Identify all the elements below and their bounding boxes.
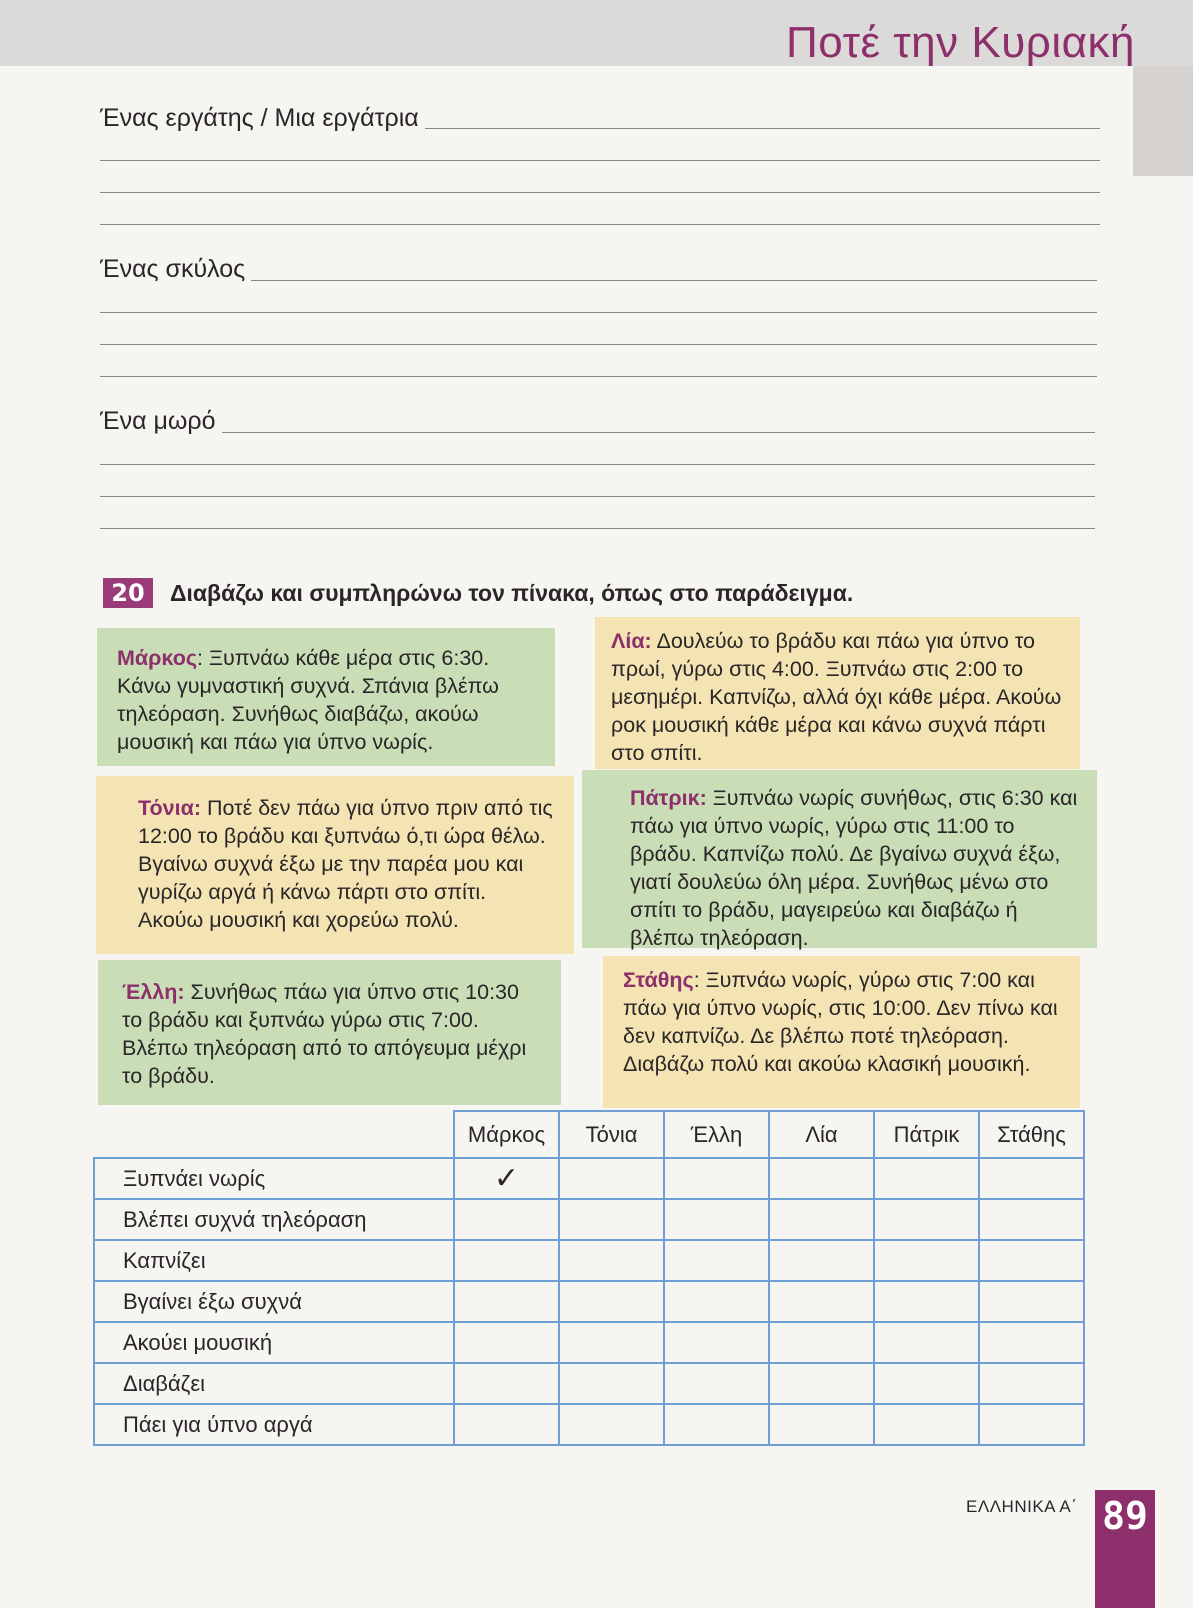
- worker-label: Ένας εργάτης / Μια εργάτρια: [100, 104, 425, 133]
- answer-cell[interactable]: [559, 1281, 664, 1322]
- note-body: : Ξυπνάω νωρίς, γύρω στις 7:00 και πάω για ύπνο νωρίς, στις 10:00. Δεν πίνω και δεν καπνίζω. Δε βλέπω ποτέ τηλεόραση. Διαβάζω πολύ και ακούω κλασική μουσική.: [623, 968, 1058, 1076]
- answer-cell[interactable]: [664, 1363, 769, 1404]
- note-name: Τόνια:: [138, 796, 201, 820]
- note-markos: [97, 628, 555, 766]
- habits-table: [93, 1110, 1085, 1446]
- answer-cell[interactable]: [874, 1281, 979, 1322]
- row-label: Βγαίνει έξω συχνά: [94, 1281, 454, 1322]
- baby-label: Ένα μωρό: [100, 407, 222, 436]
- row-label: Βλέπει συχνά τηλεόραση: [94, 1199, 454, 1240]
- answer-cell[interactable]: [769, 1199, 874, 1240]
- note-body: Συνήθως πάω για ύπνο στις 10:30 το βράδυ και ξυπνάω γύρω στις 7:00. Βλέπω τηλεόραση από το απόγευμα μέχρι το βράδυ.: [122, 980, 527, 1088]
- note-stathis: [603, 956, 1080, 1108]
- answer-cell[interactable]: [559, 1240, 664, 1281]
- writing-line[interactable]: [100, 160, 1100, 161]
- note-name: Έλλη:: [122, 980, 185, 1004]
- answer-cell[interactable]: [559, 1322, 664, 1363]
- answer-cell[interactable]: [769, 1158, 874, 1199]
- page-title: Ποτέ την Κυριακή: [785, 18, 1135, 67]
- answer-cell[interactable]: [979, 1199, 1084, 1240]
- answer-cell[interactable]: [454, 1322, 559, 1363]
- table-row: [94, 1404, 1084, 1445]
- answer-cell[interactable]: [454, 1363, 559, 1404]
- answer-cell[interactable]: [769, 1240, 874, 1281]
- page-number: 89: [1102, 1494, 1148, 1538]
- answer-cell[interactable]: [664, 1240, 769, 1281]
- answer-cell[interactable]: [979, 1363, 1084, 1404]
- answer-cell[interactable]: [664, 1281, 769, 1322]
- answer-cell[interactable]: [874, 1199, 979, 1240]
- answer-cell[interactable]: [874, 1322, 979, 1363]
- answer-cell[interactable]: [664, 1199, 769, 1240]
- row-label: Πάει για ύπνο αργά: [94, 1404, 454, 1445]
- answer-cell[interactable]: [664, 1158, 769, 1199]
- exercise-instruction: Διαβάζω και συμπληρώνω τον πίνακα, όπως στο παράδειγμα.: [170, 580, 854, 606]
- note-body: Ποτέ δεν πάω για ύπνο πριν από τις 12:00 το βράδυ και ξυπνάω ό,τι ώρα θέλω. Βγαίνω συχνά έξω με την παρέα μου και γυρίζω αργά ή κάνω πάρτι στο σπίτι. Ακούω μουσική και χορεύω πολύ.: [138, 796, 553, 932]
- answer-cell[interactable]: [979, 1158, 1084, 1199]
- answer-cell[interactable]: [454, 1240, 559, 1281]
- row-label: Ακούει μουσική: [94, 1322, 454, 1363]
- writing-line[interactable]: [100, 496, 1095, 497]
- note-body: Δουλεύω το βράδυ και πάω για ύπνο το πρωί, γύρω στις 4:00. Ξυπνάω στις 2:00 το μεσημέρι. Καπνίζω, αλλά όχι κάθε μέρα. Ακούω ροκ μουσική κάθε μέρα και κάνω συχνά πάρτι στο σπίτι.: [611, 629, 1062, 765]
- note-elli: [98, 960, 561, 1105]
- answer-cell[interactable]: [874, 1404, 979, 1445]
- writing-line[interactable]: [100, 528, 1095, 529]
- note-body: : Ξυπνάω κάθε μέρα στις 6:30. Κάνω γυμναστική συχνά. Σπάνια βλέπω τηλεόραση. Συνήθως διαβάζω, ακούω μουσική και πάω για ύπνο νωρίς.: [117, 646, 499, 754]
- note-name: Πάτρικ:: [630, 786, 707, 810]
- answer-cell[interactable]: [454, 1281, 559, 1322]
- note-patrik: [582, 770, 1097, 948]
- table-corner: [94, 1111, 454, 1158]
- table-row: [94, 1322, 1084, 1363]
- answer-cell[interactable]: [664, 1322, 769, 1363]
- answer-cell[interactable]: [874, 1158, 979, 1199]
- exercise-number: 20: [103, 578, 153, 608]
- row-label: Ξυπνάει νωρίς: [94, 1158, 454, 1199]
- column-header: Μάρκος: [454, 1111, 559, 1158]
- table-row: [94, 1363, 1084, 1404]
- writing-line[interactable]: [100, 432, 1095, 433]
- column-header: Λία: [769, 1111, 874, 1158]
- answer-cell[interactable]: [979, 1322, 1084, 1363]
- note-name: Λία:: [611, 629, 652, 653]
- writing-line[interactable]: [100, 224, 1100, 225]
- answer-cell[interactable]: [979, 1404, 1084, 1445]
- writing-line[interactable]: [100, 192, 1100, 193]
- answer-cell[interactable]: [769, 1404, 874, 1445]
- table-header-row: [94, 1111, 1084, 1158]
- row-label: Καπνίζει: [94, 1240, 454, 1281]
- column-header: Τόνια: [559, 1111, 664, 1158]
- writing-line[interactable]: [100, 344, 1097, 345]
- answer-cell[interactable]: [454, 1199, 559, 1240]
- answer-cell[interactable]: [454, 1404, 559, 1445]
- answer-cell[interactable]: [664, 1404, 769, 1445]
- row-label: Διαβάζει: [94, 1363, 454, 1404]
- column-header: Στάθης: [979, 1111, 1084, 1158]
- writing-line[interactable]: [100, 376, 1097, 377]
- answer-cell[interactable]: [769, 1322, 874, 1363]
- answer-cell[interactable]: [559, 1158, 664, 1199]
- table-row: [94, 1158, 1084, 1199]
- note-body: Ξυπνάω νωρίς συνήθως, στις 6:30 και πάω για ύπνο νωρίς, γύρω στις 11:00 το βράδυ. Καπνίζω πολύ. Δε βγαίνω συχνά έξω, γιατί δουλεύω όλη μέρα. Συνήθως μένω στο σπίτι το βράδυ, μαγειρεύω και διαβάζω ή βλέπω τηλεόραση.: [630, 786, 1078, 950]
- writing-line[interactable]: [100, 312, 1097, 313]
- column-header: Έλλη: [664, 1111, 769, 1158]
- table-row: [94, 1240, 1084, 1281]
- note-name: Στάθης: [623, 968, 694, 992]
- column-header: Πάτρικ: [874, 1111, 979, 1158]
- table-row: [94, 1199, 1084, 1240]
- note-tonia: [96, 776, 574, 954]
- dog-label: Ένας σκύλος: [100, 255, 251, 284]
- answer-cell[interactable]: [559, 1199, 664, 1240]
- answer-cell[interactable]: ✓: [454, 1158, 559, 1199]
- answer-cell[interactable]: [874, 1240, 979, 1281]
- answer-cell[interactable]: [559, 1404, 664, 1445]
- answer-cell[interactable]: [979, 1240, 1084, 1281]
- table-row: [94, 1281, 1084, 1322]
- writing-line[interactable]: [100, 464, 1095, 465]
- book-title: ΕΛΛΗΝΙΚΑ Α΄: [966, 1497, 1078, 1516]
- side-band: [1133, 66, 1193, 176]
- note-lia: [595, 617, 1080, 769]
- answer-cell[interactable]: [874, 1363, 979, 1404]
- answer-cell[interactable]: [769, 1281, 874, 1322]
- answer-cell[interactable]: [559, 1363, 664, 1404]
- note-name: Μάρκος: [117, 646, 198, 670]
- answer-cell[interactable]: [769, 1363, 874, 1404]
- answer-cell[interactable]: [979, 1281, 1084, 1322]
